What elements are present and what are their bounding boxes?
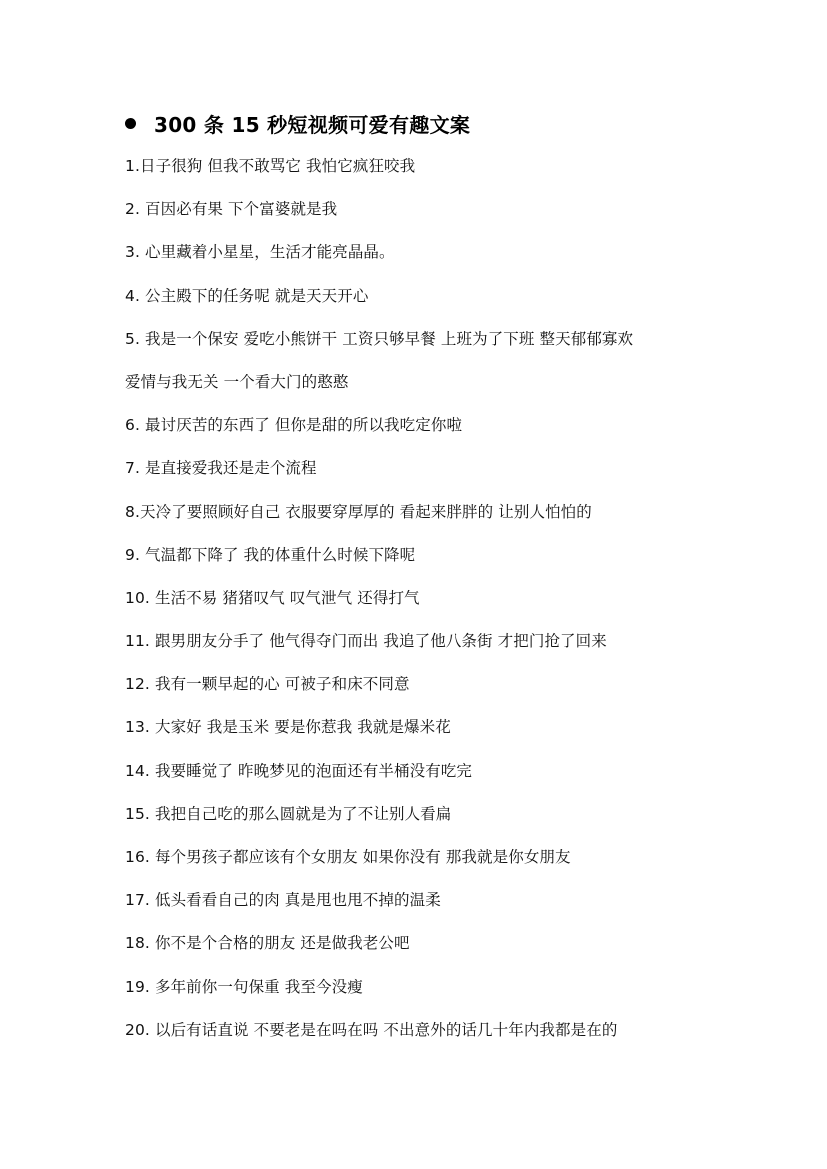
list-item: 3. 心里藏着小星星，生活才能亮晶晶。 (125, 243, 395, 262)
list-item: 5. 我是一个保安 爱吃小熊饼干 工资只够早餐 上班为了下班 整天郁郁寡欢 (125, 329, 634, 348)
list-item: 6. 最讨厌苦的东西了 但你是甜的所以我吃定你啦 (125, 416, 463, 435)
list-item: 7. 是直接爱我还是走个流程 (125, 459, 317, 478)
list-item: 11. 跟男朋友分手了 他气得夺门而出 我追了他八条街 才把门抢了回来 (125, 632, 607, 651)
section-heading (125, 108, 470, 138)
list-item: 17. 低头看看自己的肉 真是甩也甩不掉的温柔 (125, 891, 441, 910)
list-item: 18. 你不是个合格的朋友 还是做我老公吧 (125, 934, 410, 953)
list-item: 12. 我有一颗早起的心 可被子和床不同意 (125, 675, 410, 694)
list-item: 9. 气温都下降了 我的体重什么时候下降呢 (125, 545, 416, 564)
list-item: 16. 每个男孩子都应该有个女朋友 如果你没有 那我就是你女朋友 (125, 848, 571, 866)
list-item: 14. 我要睡觉了 昨晚梦见的泡面还有半桶没有吃完 (125, 761, 473, 780)
list-item: 10. 生活不易 猪猪叹气 叹气泄气 还得打气 (125, 588, 420, 607)
copy-list (125, 152, 725, 1059)
list-item: 15. 我把自己吃的那么圆就是为了不让别人看扁 (125, 804, 452, 823)
list-item: 13. 大家好 我是玉米 要是你惹我 我就是爆米花 (125, 718, 451, 737)
list-item: 20. 以后有话直说 不要老是在吗在吗 不出意外的话几十年内我都是在的 (125, 1020, 618, 1039)
list-item-continuation: 爱情与我无关 一个看大门的憨憨 (125, 372, 349, 391)
bullet-icon (125, 118, 136, 129)
list-item: 1.日子很狗 但我不敢骂它 我怕它疯狂咬我 (125, 157, 416, 175)
heading-text: 300 条 15 秒短视频可爱有趣文案 (154, 112, 471, 137)
list-item: 2. 百因必有果 下个富婆就是我 (125, 200, 338, 219)
list-item: 19. 多年前你一句保重 我至今没瘦 (125, 977, 363, 996)
list-item: 8.天冷了要照顾好自己 衣服要穿厚厚的 看起来胖胖的 让别人怕怕的 (125, 502, 592, 521)
list-item: 4. 公主殿下的任务呢 就是天天开心 (125, 286, 369, 305)
